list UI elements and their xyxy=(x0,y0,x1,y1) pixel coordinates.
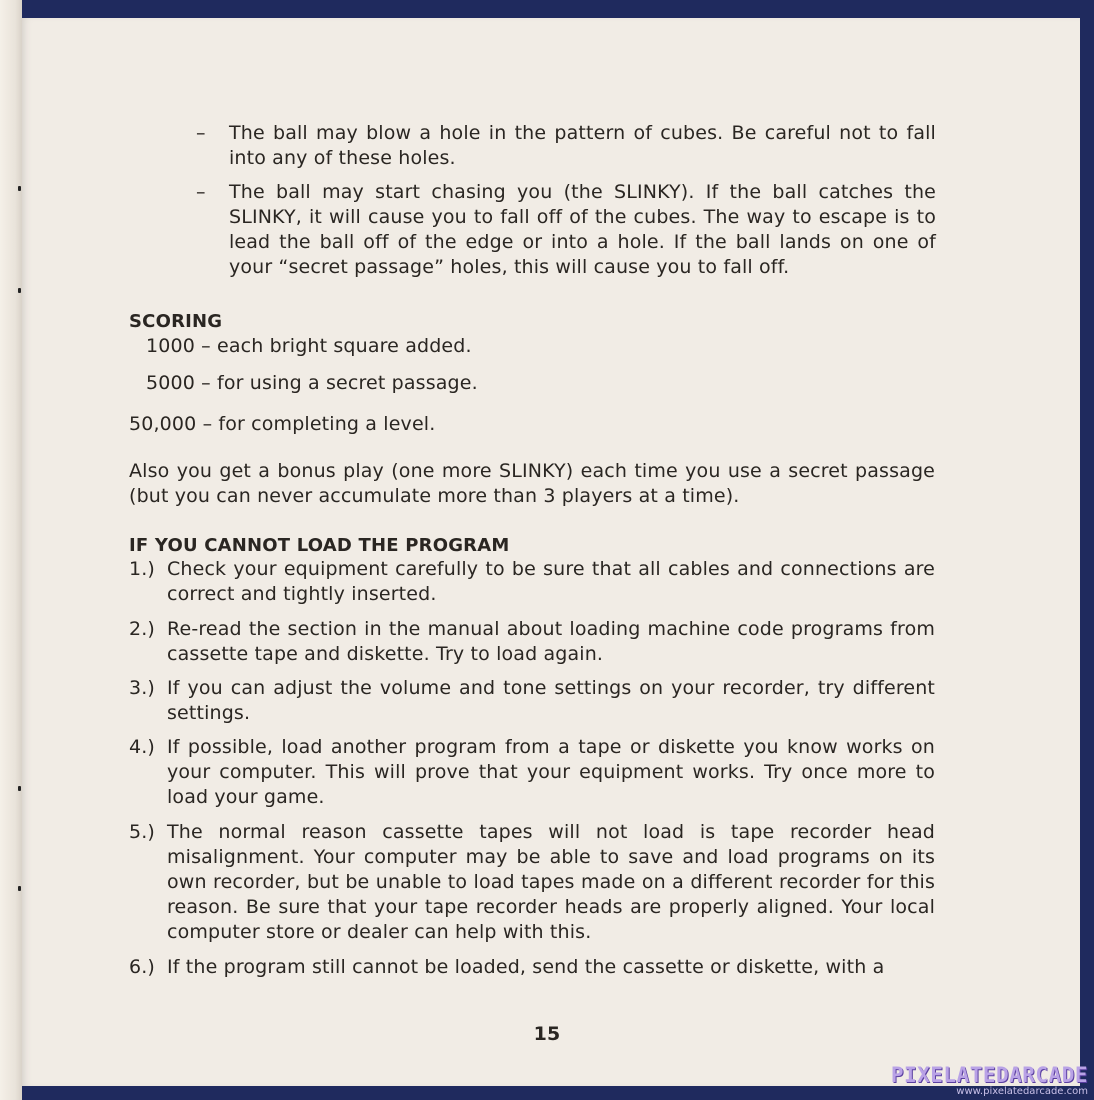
bullet-dash: – xyxy=(196,181,206,203)
bullet-item xyxy=(196,180,936,280)
item-number: 3.) xyxy=(129,677,155,699)
troubleshooting-item xyxy=(129,676,935,726)
item-text: Re-read the section in the manual about loading machine code programs from cassette tape and diskette. Try to load again. xyxy=(167,618,935,665)
item-text: If possible, load another program from a tape or diskette you know works on your computer. This will prove that your equipment works. Try once more to load your game. xyxy=(167,736,935,808)
item-text: If you can adjust the volume and tone settings on your recorder, try different settings. xyxy=(167,677,935,724)
score-entry: 1000 – each bright square added. xyxy=(146,335,472,357)
bullet-text: The ball may blow a hole in the pattern of cubes. Be careful not to fall into any of these holes. xyxy=(229,122,936,169)
watermark-logo: PIXELATEDARCADE xyxy=(890,1063,1088,1087)
page-number: 15 xyxy=(533,1023,561,1045)
troubleshooting-heading: IF YOU CANNOT LOAD THE PROGRAM xyxy=(129,535,510,556)
watermark-url: www.pixelatedarcade.com xyxy=(956,1086,1088,1097)
item-number: 4.) xyxy=(129,736,155,758)
troubleshooting-item xyxy=(129,820,935,945)
troubleshooting-item xyxy=(129,955,935,980)
troubleshooting-item xyxy=(129,557,935,607)
item-text: If the program still cannot be loaded, send the cassette or diskette, with a xyxy=(167,956,885,978)
item-number: 6.) xyxy=(129,956,155,978)
bullet-dash: – xyxy=(196,122,206,144)
bullet-text: The ball may start chasing you (the SLINKY). If the ball catches the SLINKY, it will cause you to fall off of the cubes. The way to escape is to lead the ball off of the edge or into a hole. If the ball lands on one of your “secret passage” holes, this will cause you to fall off. xyxy=(229,181,936,278)
item-number: 1.) xyxy=(129,558,155,580)
scoring-heading: SCORING xyxy=(129,311,223,332)
item-number: 5.) xyxy=(129,821,155,843)
bonus-paragraph: Also you get a bonus play (one more SLINKY) each time you use a secret passage (but you can never accumulate more than 3 players at a time). xyxy=(129,460,935,507)
bullet-item xyxy=(196,121,936,171)
score-entry: 50,000 – for completing a level. xyxy=(129,413,436,435)
item-number: 2.) xyxy=(129,618,155,640)
watermark xyxy=(891,1064,1088,1098)
score-entry: 5000 – for using a secret passage. xyxy=(146,372,478,394)
item-text: The normal reason cassette tapes will not load is tape recorder head misalignment. Your computer may be able to save and load programs on its own recorder, but be unable to load tapes made on a different recorder for this reason. Be sure that your tape recorder heads are properly aligned. Your local computer store or dealer can help with this. xyxy=(167,821,935,943)
troubleshooting-item xyxy=(129,735,935,810)
troubleshooting-item xyxy=(129,617,935,667)
item-text: Check your equipment carefully to be sure that all cables and connections are correct and tightly inserted. xyxy=(167,558,935,605)
